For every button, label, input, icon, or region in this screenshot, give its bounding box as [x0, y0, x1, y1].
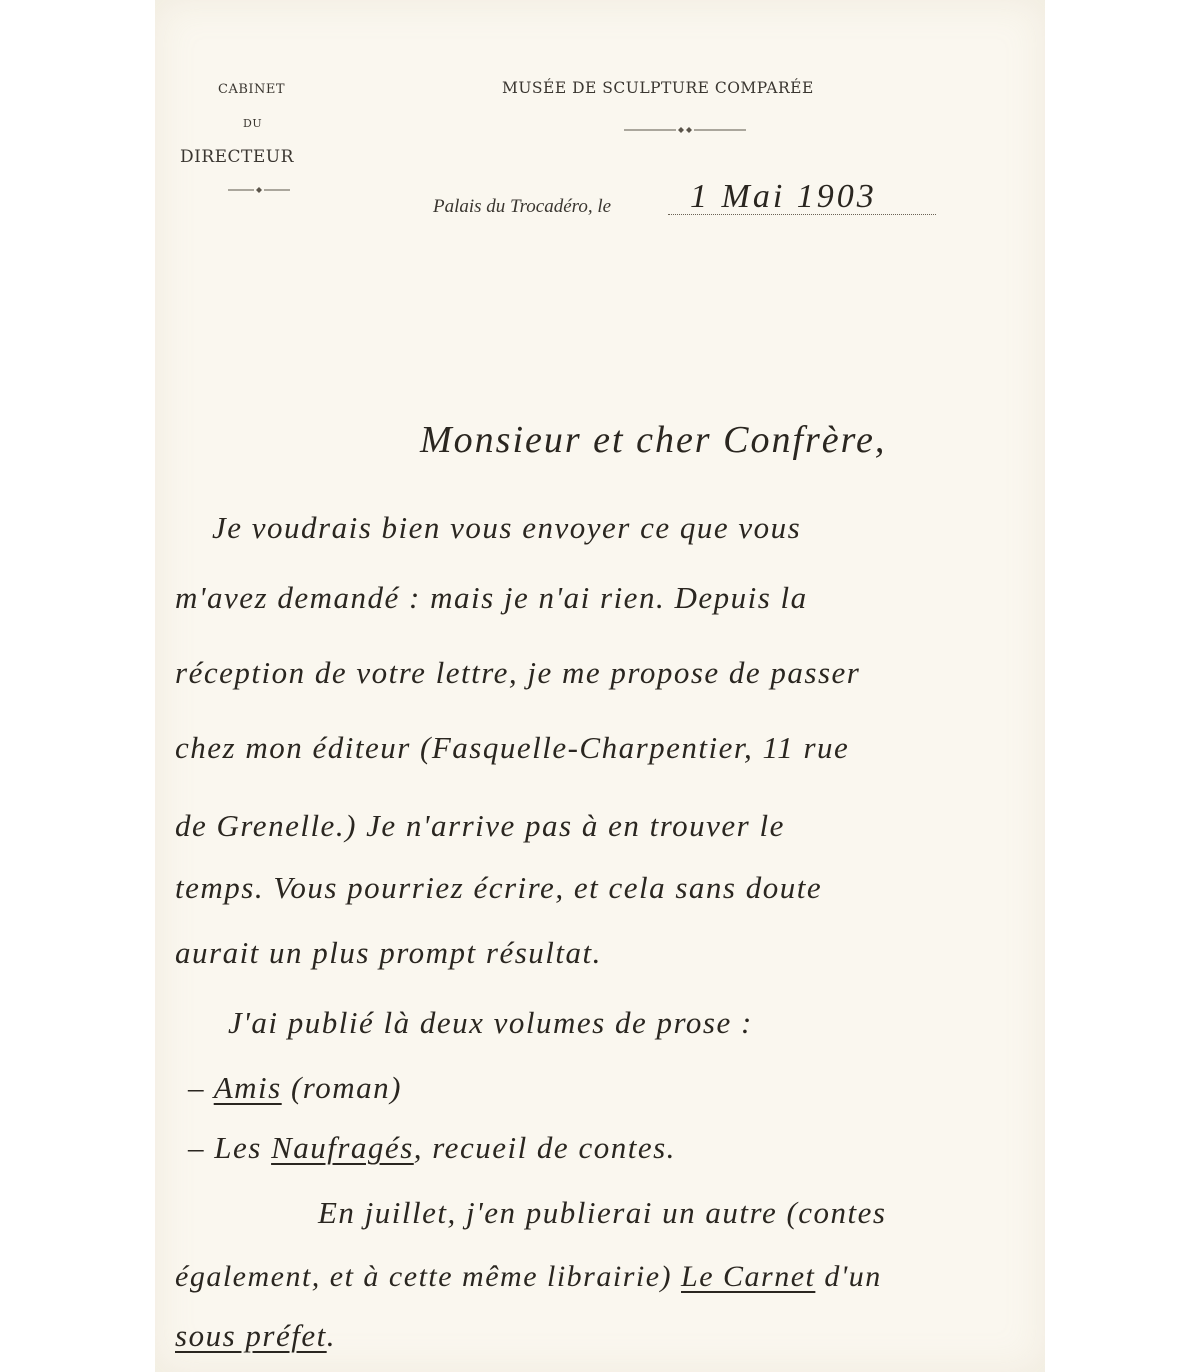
place-prefix: Palais du Trocadéro, le	[433, 196, 612, 217]
closing-period: .	[326, 1318, 336, 1353]
closing-title-part-b: d'un	[815, 1260, 882, 1293]
body-line-4: chez mon éditeur (Fasquelle-Charpentier, 11 rue	[175, 730, 850, 765]
salutation: Monsieur et cher Confrère,	[420, 419, 887, 461]
museum-ornament	[624, 125, 746, 135]
book-item-1-rest: (roman)	[281, 1070, 402, 1105]
closing-line-2-pre: également, et à cette même librairie)	[175, 1260, 682, 1293]
museum-name: MUSÉE DE SCULPTURE COMPARÉE	[502, 79, 814, 97]
closing-line-1: En juillet, j'en publierai un autre (contes	[318, 1195, 887, 1230]
date-handwritten: 1 Mai 1903	[690, 178, 877, 215]
book-item-2-prefix: – Les	[188, 1130, 272, 1165]
closing-title-part-a: Le Carnet	[681, 1260, 816, 1293]
du-label: DU	[243, 117, 263, 130]
book-item-1-title: Amis	[213, 1070, 282, 1105]
body-line-8: J'ai publié là deux volumes de prose :	[228, 1005, 753, 1040]
body-line-2: m'avez demandé : mais je n'ai rien. Depuis la	[175, 580, 808, 615]
body-line-3: réception de votre lettre, je me propose de passer	[175, 655, 861, 690]
body-line-5: de Grenelle.) Je n'arrive pas à en trouver le	[175, 808, 785, 843]
closing-line-2	[175, 1260, 882, 1294]
body-line-7: aurait un plus prompt résultat.	[175, 935, 602, 970]
book-item-1-prefix: –	[188, 1070, 214, 1105]
book-item-2-rest: , recueil de contes.	[413, 1130, 676, 1165]
closing-title-part-c: sous préfet	[175, 1318, 327, 1353]
directeur-ornament	[228, 185, 290, 195]
body-line-1: Je voudrais bien vous envoyer ce que vous	[212, 510, 802, 545]
closing-line-3	[175, 1318, 336, 1354]
cabinet-label: CABINET	[218, 82, 286, 97]
book-item-2	[188, 1130, 676, 1166]
book-item-2-title: Naufragés	[271, 1130, 414, 1165]
book-item-1	[188, 1070, 402, 1106]
body-line-6: temps. Vous pourriez écrire, et cela sans doute	[175, 870, 823, 905]
directeur-label: DIRECTEUR	[180, 147, 294, 167]
